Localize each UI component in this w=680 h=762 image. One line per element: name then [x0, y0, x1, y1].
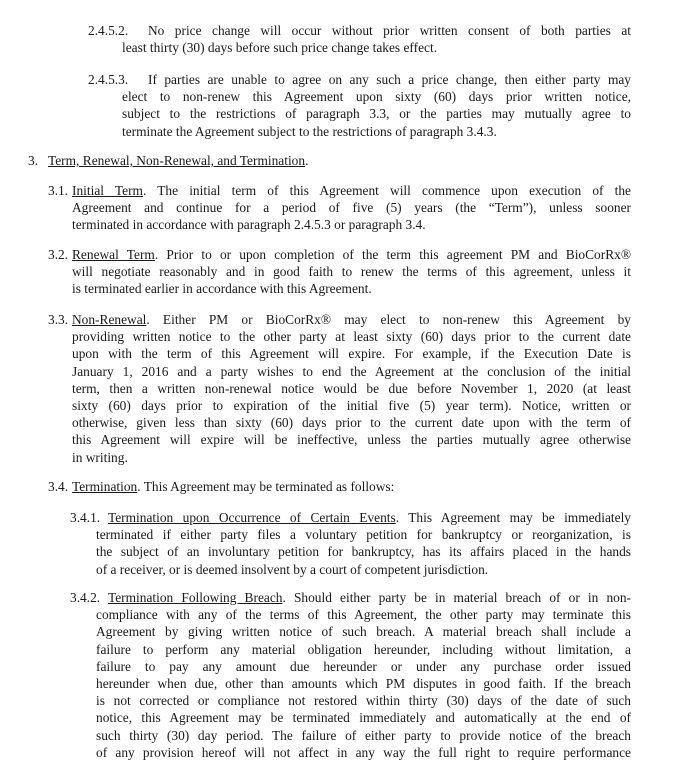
section-title: Term, Renewal, Non-Renewal, and Termination — [48, 153, 306, 168]
section-3-2 — [48, 246, 631, 298]
section-text: . This Agreement may be terminated as follows: — [137, 479, 395, 494]
section-text: elect to non-renew this Agreement upon sixty (60) days prior written notice, — [122, 89, 631, 105]
section-text: Agreement and continue for a period of five (5) years (the “Term”), unless sooner — [72, 200, 631, 216]
section-heading: Termination — [72, 479, 138, 494]
section-text: compliance with any of the terms of this Agreement, the other party may terminate this — [96, 607, 631, 623]
section-text: sixty (60) days prior to expiration of the initial five (5) year term). Notice, written or — [72, 398, 631, 414]
section-text: failure to perform any material obligation hereunder, including without limitation, a — [96, 641, 631, 657]
section-text: is not corrected or compliance not restored within thirty (30) days of the date of such — [96, 693, 631, 709]
section-3-4-line-1 — [48, 478, 631, 495]
section-text: least thirty (30) days before such price change takes effect. — [122, 40, 438, 56]
section-text: failure to pay any amount due hereunder or under any purchase order issued — [96, 658, 631, 674]
section-text: subject to the restrictions of paragraph 3.3, or the parties may mutually agree to — [122, 106, 631, 122]
section-text: No price change will occur without prior written consent of both parties at — [148, 23, 631, 38]
section-text: terminated in accordance with paragraph 2.4.5.3 or paragraph 3.4. — [72, 217, 426, 233]
section-heading: Termination Following Breach — [108, 590, 283, 605]
section-3-4-1-line-1 — [70, 509, 631, 526]
section-2-4-5-3-line-1 — [88, 71, 631, 88]
section-3-4-1 — [70, 509, 631, 578]
section-text: of any provision hereof will not affect in any way the full right to require performance — [96, 744, 631, 760]
section-text: in writing. — [72, 449, 128, 465]
section-text: terminate the Agreement subject to the restrictions of paragraph 3.4.3. — [122, 123, 497, 139]
section-text: otherwise, given less than sixty (60) days prior to the current date upon with the term of — [72, 415, 631, 431]
section-3-4 — [48, 478, 631, 495]
section-number: 2.4.5.3. — [88, 72, 129, 87]
section-text: . This Agreement may be immediately — [395, 510, 631, 525]
section-3-3-line-1 — [48, 311, 631, 328]
section-text: term, then a written non-renewal notice would be due before November 1, 2020 (at least — [72, 380, 631, 396]
section-text: is terminated earlier in accordance with this Agreement. — [72, 281, 372, 297]
section-text: the subject of an involuntary petition for bankruptcy, has its affairs placed in the hands — [96, 544, 631, 560]
section-text: of a receiver, or is deemed insolvent by a court of competent jurisdiction. — [96, 561, 489, 577]
section-number: 3.4. — [48, 479, 69, 494]
section-3-4-2 — [70, 589, 631, 761]
section-number: 3.4.2. — [70, 590, 101, 605]
section-3-heading — [28, 152, 628, 169]
section-text: hereunder when due, other than amounts which PM disputes in good faith. If the breach — [96, 676, 631, 692]
section-text: such thirty (30) day period. The failure of either party to provide notice of the breach — [96, 727, 631, 743]
section-text: terminated if either party files a voluntary petition for bankruptcy or reorganization, is — [96, 527, 631, 543]
section-2-4-5-3 — [88, 71, 631, 140]
section-heading: Initial Term — [72, 183, 143, 198]
section-3-1 — [48, 182, 631, 234]
section-title-period: . — [305, 153, 309, 168]
section-3-2-line-1 — [48, 246, 631, 263]
section-number: 3.4.1. — [70, 510, 101, 525]
section-2-4-5-2 — [88, 22, 631, 56]
section-heading: Renewal Term — [72, 247, 155, 262]
section-text: . The initial term of this Agreement will commence upon execution of the — [142, 183, 631, 198]
section-number: 2.4.5.2. — [88, 23, 129, 38]
section-heading: Non-Renewal — [72, 312, 147, 327]
section-text: notice, this Agreement may be terminated immediately and automatically at the end of — [96, 710, 631, 726]
section-2-4-5-2-line-1 — [88, 22, 631, 39]
section-text: . Prior to or upon completion of the term this agreement PM and BioCorRx® — [154, 247, 632, 262]
section-text: . Should either party be in material breach of or in non- — [282, 590, 631, 605]
section-3-3 — [48, 311, 631, 466]
section-3-1-line-1 — [48, 182, 631, 199]
section-heading: Termination upon Occurrence of Certain Events — [108, 510, 396, 525]
section-text: will negotiate reasonably and in good faith to renew the terms of this agreement, unless it — [72, 264, 631, 280]
section-text: providing written notice to the other party at least sixty (60) days prior to the current date — [72, 329, 631, 345]
section-number: 3.1. — [48, 183, 69, 198]
section-text: this Agreement will expire will be ineffective, unless the parties mutually agree otherwise — [72, 432, 631, 448]
section-text: January 1, 2016 and a party wishes to end the Agreement at the conclusion of the initial — [72, 363, 631, 379]
section-text: upon with the term of this Agreement will expire. For example, if the Execution Date is — [72, 346, 631, 362]
section-number: 3. — [28, 153, 39, 168]
section-text: If parties are unable to agree on any such a price change, then either party may — [148, 72, 631, 87]
section-number: 3.3. — [48, 312, 69, 327]
section-3-4-2-line-1 — [70, 589, 631, 606]
section-text: Agreement by giving written notice of such breach. A material breach shall include a — [96, 624, 631, 640]
section-number: 3.2. — [48, 247, 69, 262]
section-text: . Either PM or BioCorRx® may elect to non-renew this Agreement by — [146, 312, 631, 327]
